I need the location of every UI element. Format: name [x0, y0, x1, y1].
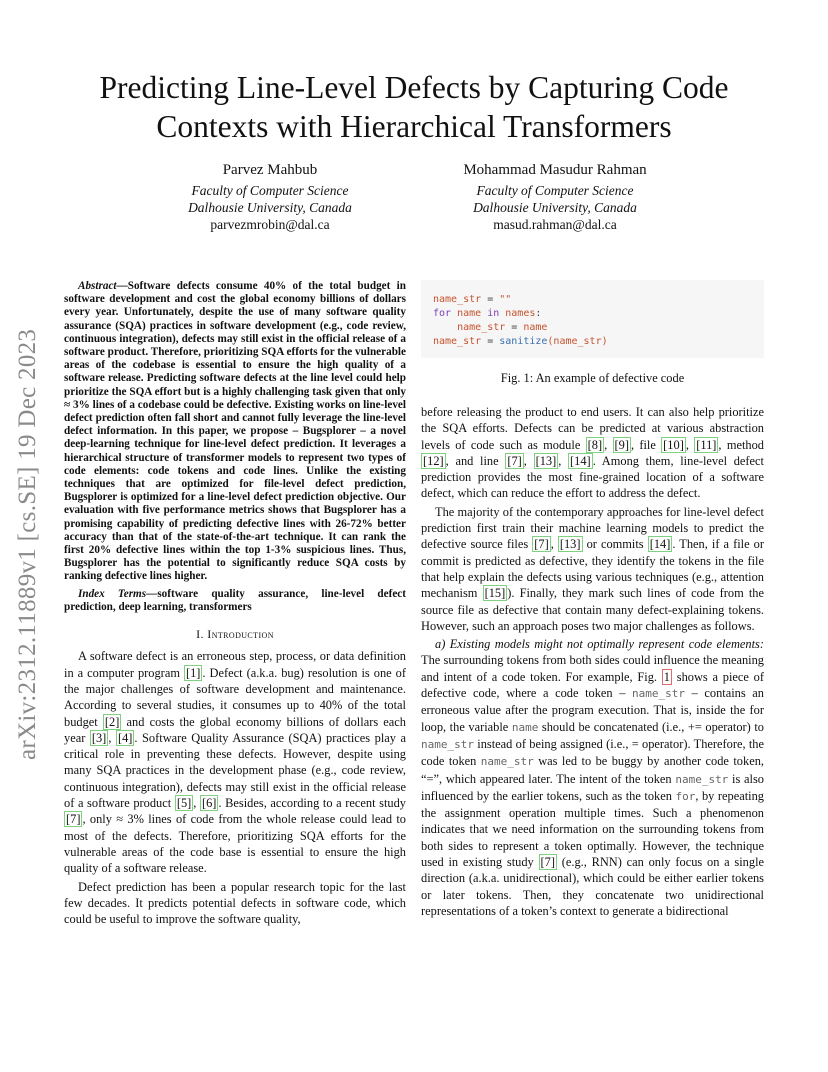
- right-paragraph-2: The majority of the contemporary approaches for line-level defect prediction first train their machine learning models to predict the defective source files [7] , [13] or commits [14] . Then, if a file or commit is predicted as defective, they identify the tokens in the file that help explain the defects using various techniques (e.g., attention mechanism [15] ). Finally, they mark such lines of code from the source file as defective that contain many defect-explaining tokens. However, such an approach poses two major challenges as follows.: [421, 504, 764, 633]
- figure-link[interactable]: 1: [663, 669, 670, 684]
- paper-title: Predicting Line-Level Defects by Capturing Code Contexts with Hierarchical Transformers: [99, 70, 729, 144]
- index-terms-lead: Index Terms: [78, 587, 147, 600]
- inline-code: name_str: [632, 687, 685, 701]
- inline-code: name_str: [480, 755, 534, 769]
- author-university: Dalhousie University, Canada: [473, 200, 637, 215]
- citation-link[interactable]: [6]: [201, 796, 217, 811]
- citation-link[interactable]: [7]: [534, 537, 549, 552]
- author-email: masud.rahman@dal.ca: [493, 217, 617, 232]
- citation-link[interactable]: [3]: [91, 730, 107, 745]
- citation-link[interactable]: [7]: [540, 855, 555, 870]
- inline-code: name: [511, 720, 539, 734]
- citation-link[interactable]: [2]: [104, 714, 120, 729]
- author-email: parvezmrobin@dal.ca: [210, 217, 330, 232]
- abstract: [64, 280, 406, 584]
- code-figure: name_str = "" for name in names: name_str = name name_str = sanitize(name_str): [421, 280, 764, 358]
- citation-link[interactable]: [14]: [570, 453, 591, 468]
- citation-link[interactable]: [13]: [559, 537, 581, 552]
- abstract-text: —Software defects consume 40% of the total budget in software development and cost the global economy billions of dollars every year. Unfortunately, despite the use of many software quality assurance (SQA) practices in software development (e.g., code review, continuous integration), defects may still exist in the official release of a software product. Therefore, prioritizing SQA efforts for the vulnerable areas of the codebase is essential to ensure the high quality of a software release. Predicting software defects at the line level could help prioritize the SQA effort but is a highly challenging task given that only ≈ 3% lines of a codebase could be defective. Existing works on line-level defect prediction often fall short and cannot fully leverage the line-level defect information. In this paper, we propose – Bugsplorer – a novel deep-learning technique for line-level defect prediction. It leverages a hierarchical structure of transformer models to represent two types of code elements: code tokens and code lines. Unlike the existing techniques that are optimized for file-level defect prediction, Bugsplorer is optimized for a line-level defect prediction objective. Our evaluation with five performance metrics shows that Bugsplorer has a promising capability of predicting defective lines with 26-72% better accuracy than that of the state-of-the-art technique. It can rank the first 20% defective lines within the top 1-3% suspicious lines. Thus, Bugsplorer has the potential to significantly reduce SQA costs by ranking defective lines higher.: [64, 280, 406, 583]
- right-paragraph-3: a) Existing models might not optimally represent code elements: The surrounding tokens from both sides could influence the meaning and intent of a code token. For example, Fig. 1 shows a piece of defective code, where a code token – name_str – contains an erroneous value after the program execution. That is, inside the for loop, the variable name should be concatenated (i.e., += operator) to name_str instead of being assigned (i.e., = operator). Therefore, the code token name_str was led to be buggy by another code token, “=”, which appeared later. The intent of the token name_str is also influenced by the earlier tokens, such as the token for, by repeating the assignment operation multiple times. Such a phenomenon indicates that we need information on the surrounding tokens from both sides to represent a token optimally. However, the technique used in existing study [7] (e.g., RNN) can only focus on a single direction (a.k.a. unidirectional), which could be either earlier tokens or later tokens. Then, they concatenate two unidirectional representations of a token’s context to generate a bidirectional: [421, 637, 765, 918]
- author-university: Dalhousie University, Canada: [188, 200, 352, 215]
- right-column: [421, 404, 764, 919]
- author-department: Faculty of Computer Science: [191, 183, 349, 198]
- paragraph-run-in-heading: a) Existing models might not optimally represent code elements:: [435, 637, 764, 652]
- citation-link[interactable]: [11]: [696, 437, 717, 452]
- citation-link[interactable]: [8]: [587, 437, 603, 452]
- intro-paragraph-1: A software defect is an erroneous step, process, or data definition in a computer program [1] . Defect (a.k.a. bug) resolution is one of the major challenges of software development and maintenance. According to several studies, it consumes up to 40% of the total budget [2] and costs the global economy billions of dollars each year [3] , [4] . Software Quality Assurance (SQA) practices play a critical role in preventing these defects. However, despite using many SQA practices in the development phase (e.g., code review, continuous integration), defects may still exist in the official release of a software product [5] , [6] . Besides, according to a recent study [7] , only ≈ 3% lines of code from the whole release could lead to most of the defects. Therefore, prioritizing SQA efforts for the vulnerable areas of the code base is essential to ensure the high quality of a software release.: [64, 649, 407, 876]
- intro-paragraph-2: Defect prediction has been a popular research topic for the last few decades. It predicts potential defects in software code, which could be useful to improve the software quality,: [64, 879, 406, 927]
- citation-link[interactable]: [13]: [535, 453, 557, 468]
- citation-link[interactable]: [12]: [423, 453, 444, 468]
- citation-link[interactable]: [9]: [614, 437, 629, 452]
- index-terms: [64, 588, 406, 614]
- author-department: Faculty of Computer Science: [476, 183, 634, 198]
- citation-link[interactable]: [7]: [66, 812, 81, 827]
- author-name: Mohammad Masudur Rahman: [463, 162, 647, 178]
- citation-link[interactable]: [4]: [117, 730, 133, 745]
- citation-link[interactable]: [10]: [663, 437, 684, 452]
- left-column: [64, 280, 406, 927]
- inline-code: name_str: [421, 737, 474, 751]
- citation-link[interactable]: [5]: [176, 796, 192, 811]
- citation-link[interactable]: [1]: [185, 665, 201, 680]
- citation-link[interactable]: [7]: [507, 453, 522, 468]
- figure-caption: Fig. 1: An example of defective code: [500, 371, 685, 385]
- inline-code: for: [675, 789, 696, 803]
- citation-link[interactable]: [15]: [484, 586, 506, 601]
- author-block-2: [405, 162, 705, 233]
- inline-code: name_str: [675, 772, 729, 786]
- index-terms-text: —software quality assurance, line-level defect prediction, deep learning, transformers: [64, 587, 406, 613]
- abstract-lead: Abstract: [78, 280, 117, 292]
- author-block-1: [120, 162, 420, 233]
- citation-link[interactable]: [14]: [649, 537, 671, 552]
- right-paragraph-1: before releasing the product to end users. It can also help prioritize the SQA efforts. Defects can be predicted at various abstraction levels of code such as module [8] , [9] , file [10] , [11] , method [12] , and line [7] , [13] , [14] . Among them, line-level defect prediction provides the most fine-grained location of a software defect, which can reduce the effort to address the defect.: [421, 405, 764, 501]
- author-name: Parvez Mahbub: [222, 162, 318, 178]
- section-heading-introduction: I. Introduction: [196, 627, 274, 642]
- arxiv-stamp: arXiv:2312.11889v1 [cs.SE] 19 Dec 2023: [14, 328, 41, 760]
